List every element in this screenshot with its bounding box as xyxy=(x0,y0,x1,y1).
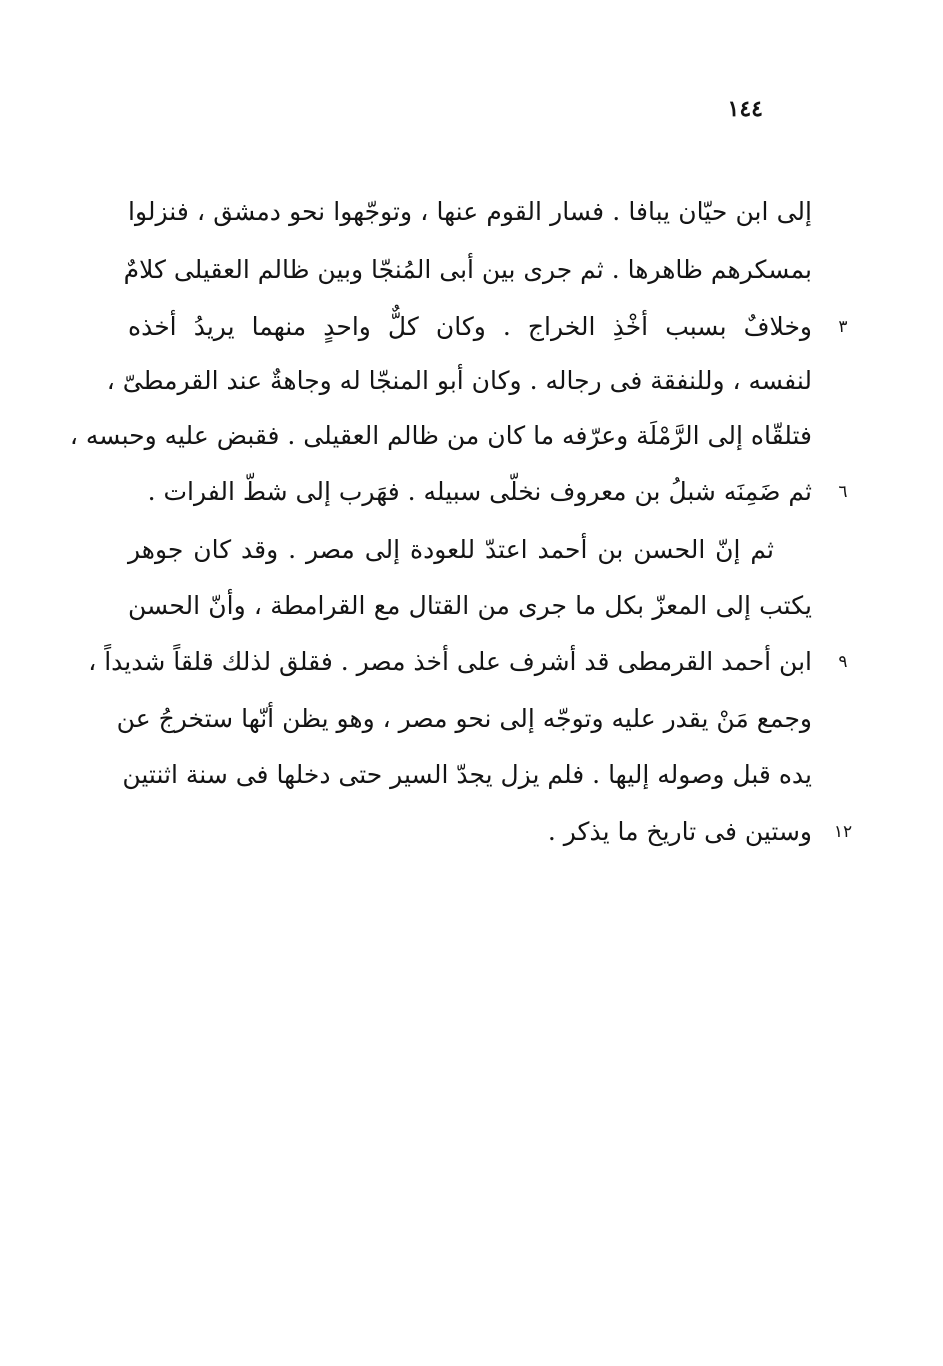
text-line: يكتب إلى المعزّ بكل ما جرى من القتال مع القرامطة ، وأنّ الحسن xyxy=(128,591,812,620)
line-number: ٣ xyxy=(838,317,848,337)
text-line: بمسكرهم ظاهرها . ثم جرى بين أبى المُنجّا وبين ظالم العقيلى كلامٌ xyxy=(123,255,812,284)
text-line: وخلافٌ بسبب أخْذِ الخراج . وكان كلٌّ واحدٍ منهما يريدُ أخذه xyxy=(128,312,812,341)
text-line: ثم ضَمِنَه شبلُ بن معروف نخلّى سبيله . فهَرب إلى شطّ الفرات . xyxy=(147,477,812,506)
text-line: وستين فى تاريخ ما يذكر . xyxy=(547,817,812,846)
text-line: ثم إنّ الحسن بن أحمد اعتدّ للعودة إلى مصر . وقد كان جوهر xyxy=(128,535,774,564)
text-line: إلى ابن حيّان يبافا . فسار القوم عنها ، وتوجّهوا نحو دمشق ، فنزلوا xyxy=(128,197,812,226)
text-line: فتلقّاه إلى الرَّمْلَة وعرّفه ما كان من ظالم العقيلى . فقبض عليه وحبسه ، xyxy=(69,421,812,450)
text-line: لنفسه ، وللنفقة فى رجاله . وكان أبو المنجّا له وجاهةٌ عند القرمطىّ ، xyxy=(106,366,812,395)
text-line: ابن أحمد القرمطى قد أشرف على أخذ مصر . فقلق لذلك قلقاً شديداً ، xyxy=(88,647,812,676)
text-line: يده قبل وصوله إليها . فلم يزل يجدّ السير حتى دخلها فى سنة اثنتين xyxy=(122,760,812,789)
line-number: ٩ xyxy=(838,652,848,672)
line-number: ١٢ xyxy=(833,822,853,842)
line-number: ٦ xyxy=(838,482,848,502)
page-number: ١٤٤ xyxy=(727,96,763,122)
text-line: وجمع مَنْ يقدر عليه وتوجّه إلى نحو مصر ، وهو يظن أنّها ستخرجُ عن xyxy=(116,704,812,733)
